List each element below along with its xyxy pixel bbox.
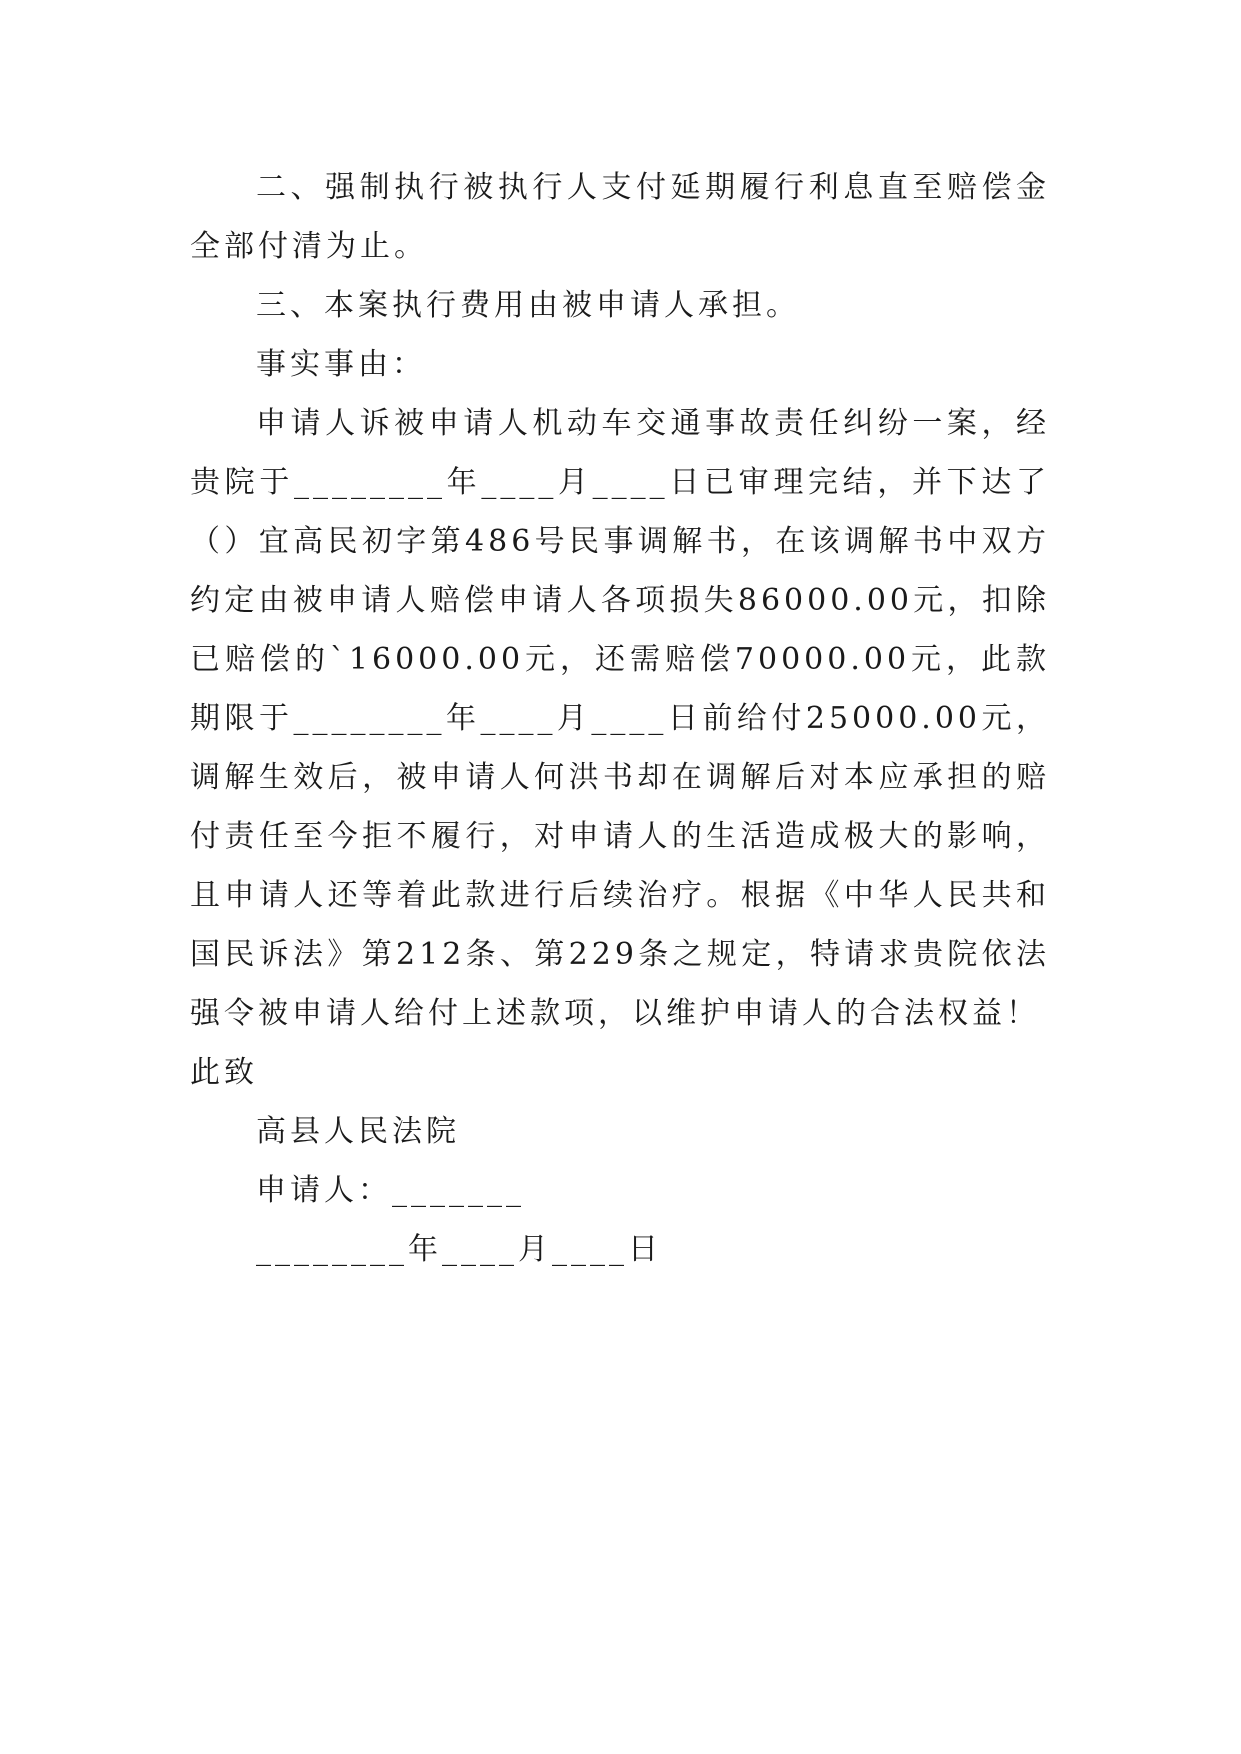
paragraph-facts-body: 申请人诉被申请人机动车交通事故责任纠纷一案，经贵院于________年____月____日已审理完结，并下达了（）宜高民初字第486号民事调解书，在该调解书中双方约定由被申请人赔偿申请人各项损失86000.00元，扣除已赔偿的`16000.00元，还需赔偿70000.00元，此款期限于________年____月____日前给付25000.00元，调解生效后，被申请人何洪书却在调解后对本应承担的赔付责任至今拒不履行，对申请人的生活造成极大的影响，且申请人还等着此款进行后续治疗。根据《中华人民共和国民诉法》第212条、第229条之规定，特请求贵院依法强令被申请人给付上述款项，以维护申请人的合法权益！ — [190, 406, 1050, 1031]
document-body — [190, 158, 1050, 1279]
applicant-signature-line: 申请人：_______ — [256, 1173, 525, 1208]
recipient-court: 高县人民法院 — [256, 1114, 460, 1149]
paragraph-facts-heading: 事实事由： — [256, 347, 426, 382]
paragraph-execution-fees: 三、本案执行费用由被申请人承担。 — [256, 288, 800, 323]
paragraph-enforce-interest: 二、强制执行被执行人支付延期履行利息直至赔偿金全部付清为止。 — [190, 170, 1050, 264]
closing-salutation: 此致 — [190, 1055, 258, 1090]
date-line: ________年____月____日 — [256, 1232, 662, 1267]
